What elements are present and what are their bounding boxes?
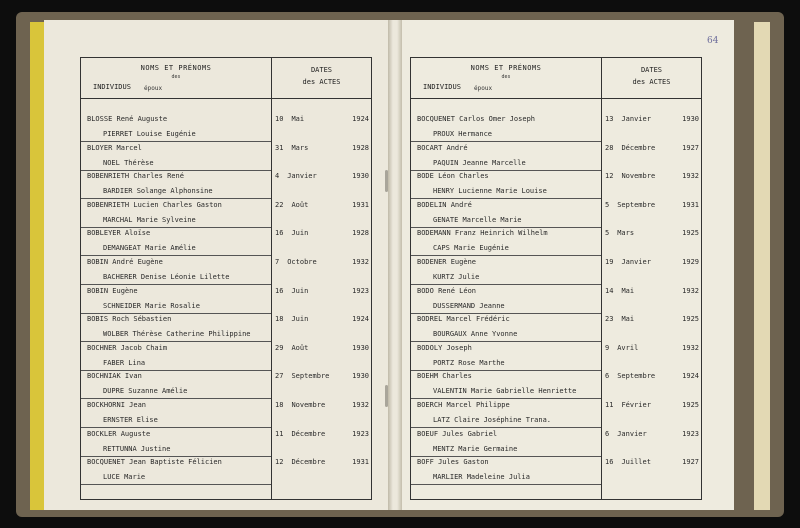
- header-names-title: NOMS ET PRÉNOMS: [470, 64, 542, 72]
- wife-name: SCHNEIDER Marie Rosalie: [103, 301, 200, 310]
- row-separator: [81, 198, 271, 199]
- act-date: [275, 344, 369, 352]
- ledger-row: [81, 430, 371, 460]
- date-month: Décembre: [291, 458, 326, 467]
- date-day: 22: [275, 200, 284, 209]
- ledger-row: [411, 344, 701, 374]
- ledger-table-left: [80, 57, 372, 500]
- date-month: Septembre: [291, 372, 330, 381]
- left-page-edges: [30, 22, 44, 510]
- row-separator: [81, 456, 271, 457]
- date-month: Décembre: [621, 143, 656, 152]
- date-year: 1931: [352, 458, 369, 467]
- date-year: 1923: [352, 286, 369, 295]
- husband-name: BOBIN Eugène: [87, 286, 138, 295]
- date-day: 6: [605, 429, 610, 438]
- ledger-row: [411, 115, 701, 145]
- wife-name: RETTUNNA Justine: [103, 444, 171, 453]
- date-month: Novembre: [291, 401, 326, 409]
- ledger-row: [411, 144, 701, 174]
- date-year: 1930: [352, 172, 369, 181]
- date-day: 14: [605, 286, 614, 295]
- row-separator: [411, 141, 601, 142]
- wife-name: CAPS Marie Eugénie: [433, 244, 509, 253]
- date-year: 1927: [682, 143, 699, 152]
- date-year: 1931: [682, 200, 699, 209]
- date-month: Août: [291, 200, 309, 209]
- husband-name: BOBENRIETH Charles René: [87, 172, 184, 181]
- date-year: 1932: [682, 343, 699, 352]
- date-month: Mai: [291, 115, 305, 123]
- row-separator: [81, 170, 271, 171]
- husband-name: BODREL Marcel Frédéric: [417, 315, 510, 324]
- ledger-row: [81, 344, 371, 374]
- husband-name: BOCQUENET Carlos Omer Joseph: [417, 115, 536, 123]
- husband-name: BOEHM Charles: [417, 372, 472, 381]
- header-dates-sub: des ACTES: [302, 78, 341, 86]
- date-year: 1924: [682, 372, 699, 381]
- wife-name: DUSSERMAND Jeanne: [433, 301, 505, 310]
- date-day: 12: [275, 458, 284, 467]
- husband-name: BOBENRIETH Lucien Charles Gaston: [87, 200, 222, 209]
- row-separator: [81, 313, 271, 314]
- wife-name: BACHERER Denise Léonie Lilette: [103, 273, 230, 281]
- date-day: 18: [275, 401, 284, 409]
- act-date: [275, 115, 369, 123]
- act-date: [275, 315, 369, 323]
- date-month: Janvier: [287, 172, 317, 181]
- book-gutter: [388, 20, 402, 510]
- ledger-table-right: [410, 57, 702, 500]
- row-separator: [411, 484, 601, 485]
- wife-name: BOURGAUX Anne Yvonne: [433, 330, 518, 339]
- header-dates-title: DATES: [640, 66, 663, 74]
- binding-thread: [385, 385, 388, 407]
- ledger-header: [411, 58, 701, 99]
- date-day: 6: [605, 372, 610, 381]
- wife-name: PAQUIN Jeanne Marcelle: [433, 158, 526, 167]
- date-day: 10: [275, 115, 284, 123]
- ledger-row: [411, 430, 701, 460]
- ledger-row: [411, 401, 701, 431]
- act-date: [275, 458, 369, 466]
- act-date: [605, 344, 699, 352]
- date-year: 1925: [682, 229, 699, 238]
- row-separator: [411, 284, 601, 285]
- date-day: 9: [605, 343, 610, 352]
- act-date: [605, 430, 699, 438]
- ledger-row: [411, 372, 701, 402]
- husband-name: BOCART André: [417, 143, 468, 152]
- date-month: Juin: [291, 315, 309, 324]
- act-date: [275, 201, 369, 209]
- wife-name: BARDIER Solange Alphonsine: [103, 187, 213, 196]
- header-names-title: NOMS ET PRÉNOMS: [140, 64, 212, 72]
- date-day: 11: [275, 429, 284, 438]
- header-names-sub: des: [501, 74, 511, 80]
- wife-name: LUCE Marie: [103, 473, 146, 482]
- row-separator: [81, 484, 271, 485]
- header-dates-title: DATES: [310, 66, 333, 74]
- header-individus: INDIVIDUS: [93, 83, 131, 91]
- date-day: 5: [605, 200, 610, 209]
- wife-name: MARLIER Madeleine Julia: [433, 473, 530, 482]
- date-month: Novembre: [621, 172, 656, 181]
- row-separator: [411, 313, 601, 314]
- ledger-row: [411, 287, 701, 317]
- wife-name: DUPRE Suzanne Amélie: [103, 387, 188, 396]
- date-day: 27: [275, 372, 284, 381]
- wife-name: HENRY Lucienne Marie Louise: [433, 187, 547, 196]
- husband-name: BOEUF Jules Gabriel: [417, 429, 498, 438]
- act-date: [605, 229, 699, 237]
- act-date: [605, 144, 699, 152]
- date-day: 28: [605, 143, 614, 152]
- date-year: 1930: [352, 343, 369, 352]
- wife-name: GENATE Marcelle Marie: [433, 215, 522, 224]
- act-date: [605, 372, 699, 380]
- ledger-row: [411, 172, 701, 202]
- husband-name: BOCHNER Jacob Chaim: [87, 343, 168, 352]
- header-names-sub: des: [171, 74, 181, 80]
- date-month: Janvier: [617, 429, 647, 438]
- date-day: 4: [275, 172, 280, 181]
- ledger-row: [81, 144, 371, 174]
- act-date: [275, 172, 369, 180]
- ledger-row: [411, 258, 701, 288]
- wife-name: PIERRET Louise Eugénie: [103, 130, 196, 138]
- wife-name: FABER Lina: [103, 358, 146, 367]
- date-year: 1923: [682, 429, 699, 438]
- act-date: [275, 401, 369, 409]
- date-month: Juin: [291, 286, 309, 295]
- wife-name: VALENTIN Marie Gabrielle Henriette: [433, 387, 577, 396]
- husband-name: BLOSSE René Auguste: [87, 115, 168, 123]
- right-page-edges: [754, 22, 770, 510]
- act-date: [605, 401, 699, 409]
- date-month: Mai: [621, 315, 635, 324]
- husband-name: BODENER Eugène: [417, 258, 477, 266]
- date-day: 23: [605, 315, 614, 324]
- date-year: 1923: [352, 429, 369, 438]
- row-separator: [81, 141, 271, 142]
- act-date: [275, 229, 369, 237]
- date-month: Mars: [617, 229, 635, 238]
- husband-name: BODO René Léon: [417, 286, 477, 295]
- row-separator: [81, 255, 271, 256]
- row-separator: [411, 227, 601, 228]
- date-month: Septembre: [617, 372, 656, 381]
- date-day: 16: [275, 229, 284, 238]
- husband-name: BODELIN André: [417, 200, 472, 209]
- wife-name: PROUX Hermance: [433, 130, 493, 138]
- date-year: 1924: [352, 115, 369, 123]
- row-separator: [411, 456, 601, 457]
- ledger-row: [81, 201, 371, 231]
- date-day: 5: [605, 229, 610, 238]
- act-date: [275, 287, 369, 295]
- wife-name: DEMANGEAT Marie Amélie: [103, 244, 196, 253]
- date-month: Octobre: [287, 258, 317, 266]
- date-month: Juillet: [621, 458, 651, 467]
- ledger-row: [81, 401, 371, 431]
- act-date: [605, 287, 699, 295]
- date-day: 11: [605, 401, 614, 409]
- date-year: 1925: [682, 315, 699, 324]
- date-month: Avril: [617, 343, 639, 352]
- ledger-row: [81, 172, 371, 202]
- act-date: [605, 258, 699, 266]
- ledger-row: [411, 458, 701, 488]
- wife-name: MARCHAL Marie Sylveine: [103, 215, 196, 224]
- act-date: [275, 372, 369, 380]
- act-date: [275, 430, 369, 438]
- wife-name: PORTZ Rose Marthe: [433, 358, 505, 367]
- date-month: Août: [291, 343, 309, 352]
- husband-name: BLOYER Marcel: [87, 143, 142, 152]
- date-day: 16: [275, 286, 284, 295]
- row-separator: [81, 427, 271, 428]
- husband-name: BODEMANN Franz Heinrich Wilhelm: [417, 229, 548, 238]
- row-separator: [81, 398, 271, 399]
- date-month: Septembre: [617, 200, 656, 209]
- date-year: 1932: [682, 286, 699, 295]
- ledger-row: [81, 229, 371, 259]
- husband-name: BOBIS Roch Sébastien: [87, 315, 172, 324]
- row-separator: [411, 341, 601, 342]
- row-separator: [411, 427, 601, 428]
- act-date: [605, 172, 699, 180]
- row-separator: [81, 370, 271, 371]
- date-year: 1930: [682, 115, 699, 123]
- date-year: 1927: [682, 458, 699, 467]
- date-month: Mai: [621, 286, 635, 295]
- date-year: 1924: [352, 315, 369, 324]
- wife-name: WOLBER Thérèse Catherine Philippine: [103, 330, 251, 339]
- row-separator: [81, 227, 271, 228]
- ledger-row: [81, 458, 371, 488]
- date-year: 1932: [682, 172, 699, 181]
- page-number: 64: [707, 36, 719, 46]
- row-separator: [411, 398, 601, 399]
- header-individus: INDIVIDUS: [423, 83, 461, 91]
- row-separator: [411, 198, 601, 199]
- date-month: Janvier: [621, 115, 651, 123]
- act-date: [605, 201, 699, 209]
- ledger-header: [81, 58, 371, 99]
- ledger-row: [411, 315, 701, 345]
- date-day: 19: [605, 258, 614, 266]
- date-month: Février: [621, 401, 651, 409]
- header-epoux: époux: [144, 85, 163, 92]
- husband-name: BOCQUENET Jean Baptiste Félicien: [87, 458, 222, 467]
- wife-name: LATZ Claire Joséphine Trana.: [433, 416, 552, 424]
- row-separator: [411, 370, 601, 371]
- wife-name: KURTZ Julie: [433, 273, 480, 281]
- act-date: [275, 144, 369, 152]
- date-year: 1930: [352, 372, 369, 381]
- date-year: 1929: [682, 258, 699, 266]
- ledger-row: [411, 201, 701, 231]
- act-date: [605, 458, 699, 466]
- husband-name: BOCKLER Auguste: [87, 429, 151, 438]
- ledger-row: [411, 229, 701, 259]
- husband-name: BOBIN André Eugène: [87, 258, 163, 266]
- husband-name: BOBLEYER Aloïse: [87, 229, 151, 238]
- ledger-row: [81, 287, 371, 317]
- husband-name: BOCHNIAK Ivan: [87, 372, 142, 381]
- act-date: [605, 115, 699, 123]
- row-separator: [81, 341, 271, 342]
- date-day: 13: [605, 115, 614, 123]
- husband-name: BODOLY Joseph: [417, 343, 472, 352]
- date-year: 1932: [352, 401, 369, 409]
- header-epoux: époux: [474, 85, 493, 92]
- date-month: Mars: [291, 143, 309, 152]
- wife-name: MENTZ Marie Germaine: [433, 444, 518, 453]
- date-year: 1928: [352, 143, 369, 152]
- ledger-row: [81, 372, 371, 402]
- row-separator: [81, 284, 271, 285]
- date-day: 18: [275, 315, 284, 324]
- row-separator: [411, 170, 601, 171]
- binding-thread: [385, 170, 388, 192]
- date-day: 7: [275, 258, 280, 266]
- ledger-row: [81, 115, 371, 145]
- date-day: 29: [275, 343, 284, 352]
- date-day: 31: [275, 143, 284, 152]
- wife-name: ERNSTER Elise: [103, 416, 158, 424]
- date-year: 1932: [352, 258, 369, 266]
- date-day: 12: [605, 172, 614, 181]
- husband-name: BOFF Jules Gaston: [417, 458, 489, 467]
- husband-name: BODE Léon Charles: [417, 172, 489, 181]
- ledger-row: [81, 258, 371, 288]
- ledger-row: [81, 315, 371, 345]
- act-date: [605, 315, 699, 323]
- row-separator: [411, 255, 601, 256]
- wife-name: NOEL Thérèse: [103, 158, 154, 167]
- date-year: 1931: [352, 200, 369, 209]
- date-day: 16: [605, 458, 614, 467]
- date-month: Janvier: [621, 258, 651, 266]
- date-year: 1925: [682, 401, 699, 409]
- header-dates-sub: des ACTES: [632, 78, 671, 86]
- act-date: [275, 258, 369, 266]
- date-month: Juin: [291, 229, 309, 238]
- husband-name: BOERCH Marcel Philippe: [417, 401, 510, 409]
- date-month: Décembre: [291, 429, 326, 438]
- husband-name: BOCKHORNI Jean: [87, 401, 147, 409]
- date-year: 1928: [352, 229, 369, 238]
